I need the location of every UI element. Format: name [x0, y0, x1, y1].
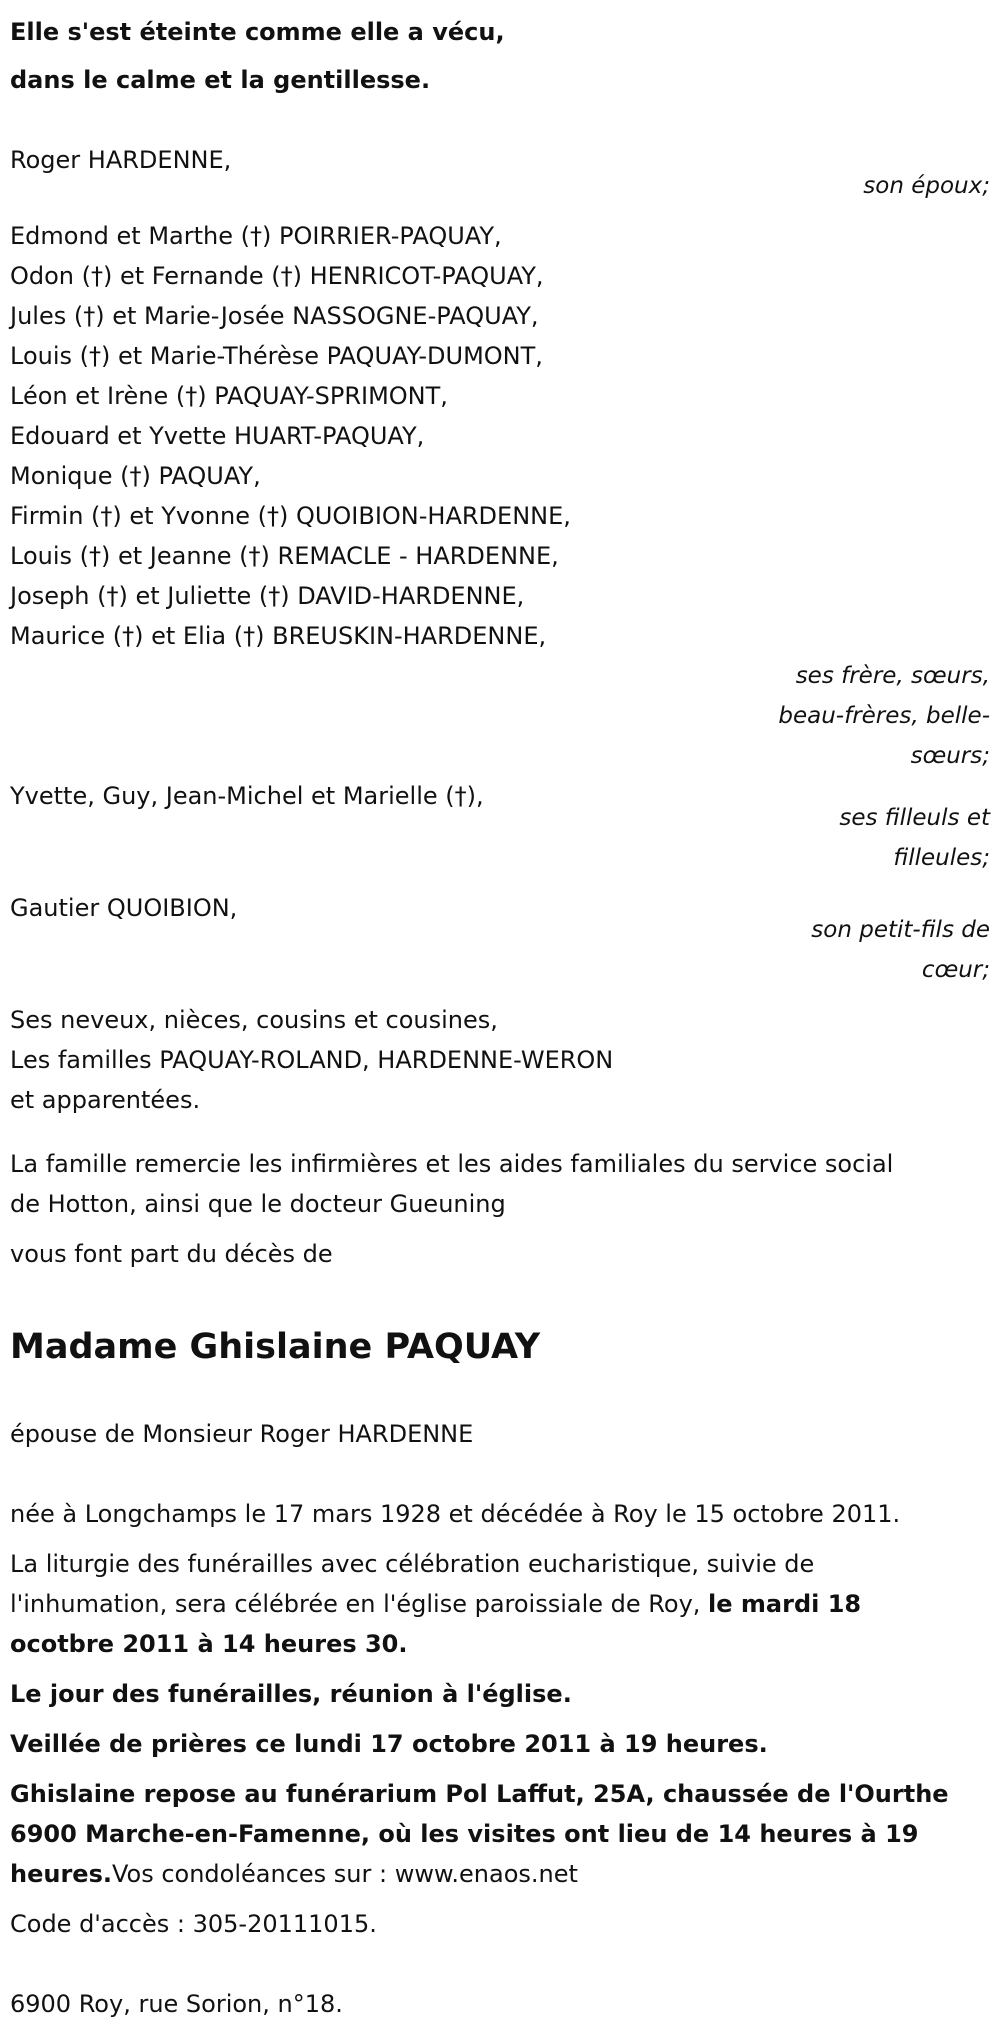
funeral-block [10, 1544, 990, 1664]
sibling-line: Firmin (†) et Yvonne (†) QUOIBION-HARDENNE, [10, 502, 571, 530]
relatives-line: Les familles PAQUAY-ROLAND, HARDENNE-WERON [10, 1046, 614, 1074]
sibling-line: Léon et Irène (†) PAQUAY-SPRIMONT, [10, 382, 448, 410]
sibling-line: Edmond et Marthe (†) POIRRIER-PAQUAY, [10, 222, 502, 250]
rest-line-3-bold: heures. [10, 1860, 112, 1888]
siblings-role-line: beau-frères, belle- [778, 703, 990, 729]
siblings-role-line: ses frère, sœurs, [795, 663, 990, 689]
epigraph [10, 0, 990, 104]
funeral-line-3: ocotbre 2011 à 14 heures 30. [10, 1630, 408, 1658]
grandson-role-line: son petit-fils de [811, 917, 990, 943]
access-code: Code d'accès : 305-20111015. [10, 1910, 377, 1938]
epigraph-line-2: dans le calme et la gentillesse. [10, 66, 431, 94]
siblings-role-line: sœurs; [910, 743, 990, 769]
sibling-line: Louis (†) et Jeanne (†) REMACLE - HARDENNE, [10, 542, 559, 570]
godchildren-block [10, 776, 990, 878]
funeral-line-2 [10, 1584, 990, 1624]
sibling-line: Edouard et Yvette HUART-PAQUAY, [10, 422, 425, 450]
condolences-text: Vos condoléances sur : www.enaos.net [111, 1860, 578, 1888]
spouse-role: son époux; [863, 173, 990, 199]
sibling-line: Jules (†) et Marie-Josée NASSOGNE-PAQUAY, [10, 302, 539, 330]
funeral-line-2-text: l'inhumation, sera célébrée en l'église paroissiale de Roy, [10, 1590, 709, 1618]
sibling-line: Monique (†) PAQUAY, [10, 462, 261, 490]
sibling-line: Louis (†) et Marie-Thérèse PAQUAY-DUMONT, [10, 342, 543, 370]
deceased-spouse: épouse de Monsieur Roger HARDENNE [10, 1420, 474, 1448]
deceased-name: Madame Ghislaine PAQUAY [10, 1327, 541, 1367]
spouse-block [10, 140, 990, 206]
announcement: vous font part du décès de [10, 1240, 333, 1268]
sibling-line: Joseph (†) et Juliette (†) DAVID-HARDENNE, [10, 582, 525, 610]
epigraph-line-1: Elle s'est éteinte comme elle a vécu, [10, 18, 505, 46]
obituary-content [10, 0, 990, 2024]
grandson-role-line: cœur; [921, 957, 990, 983]
thanks-line-1: La famille remercie les infirmières et les aides familiales du service social [10, 1150, 894, 1178]
sibling-line: Odon (†) et Fernande (†) HENRICOT-PAQUAY, [10, 262, 544, 290]
vigil-notice: Veillée de prières ce lundi 17 octobre 2011 à 19 heures. [10, 1730, 768, 1758]
godchildren-role-line: filleules; [893, 845, 990, 871]
siblings-block [10, 216, 990, 776]
sibling-line: Maurice (†) et Elia (†) BREUSKIN-HARDENNE, [10, 622, 547, 650]
thanks-line-2: de Hotton, ainsi que le docteur Gueuning [10, 1190, 506, 1218]
thanks-block [10, 1144, 990, 1224]
rest-line-1: Ghislaine repose au funérarium Pol Laffut, 25A, chaussée de l'Ourthe [10, 1780, 949, 1808]
relatives-line: et apparentées. [10, 1086, 201, 1114]
godchildren-name: Yvette, Guy, Jean-Michel et Marielle (†), [10, 782, 484, 810]
funeral-line-1: La liturgie des funérailles avec célébration eucharistique, suivie de [10, 1550, 815, 1578]
spouse-name: Roger HARDENNE, [10, 146, 232, 174]
godchildren-role-line: ses filleuls et [839, 805, 990, 831]
relatives-line: Ses neveux, nièces, cousins et cousines, [10, 1006, 498, 1034]
grandson-block [10, 888, 990, 990]
funeral-date-text: le mardi 18 [708, 1590, 862, 1618]
rest-line-3 [10, 1854, 990, 1894]
grandson-name: Gautier QUOIBION, [10, 894, 238, 922]
siblings-role [10, 656, 990, 776]
relatives-block [10, 1000, 990, 1120]
rest-line-2: 6900 Marche-en-Famenne, où les visites ont lieu de 14 heures à 19 [10, 1820, 919, 1848]
rest-block [10, 1774, 990, 1894]
meeting-notice: Le jour des funérailles, réunion à l'église. [10, 1680, 572, 1708]
birth-death: née à Longchamps le 17 mars 1928 et décédée à Roy le 15 octobre 2011. [10, 1500, 901, 1528]
address: 6900 Roy, rue Sorion, n°18. [10, 1990, 343, 2018]
